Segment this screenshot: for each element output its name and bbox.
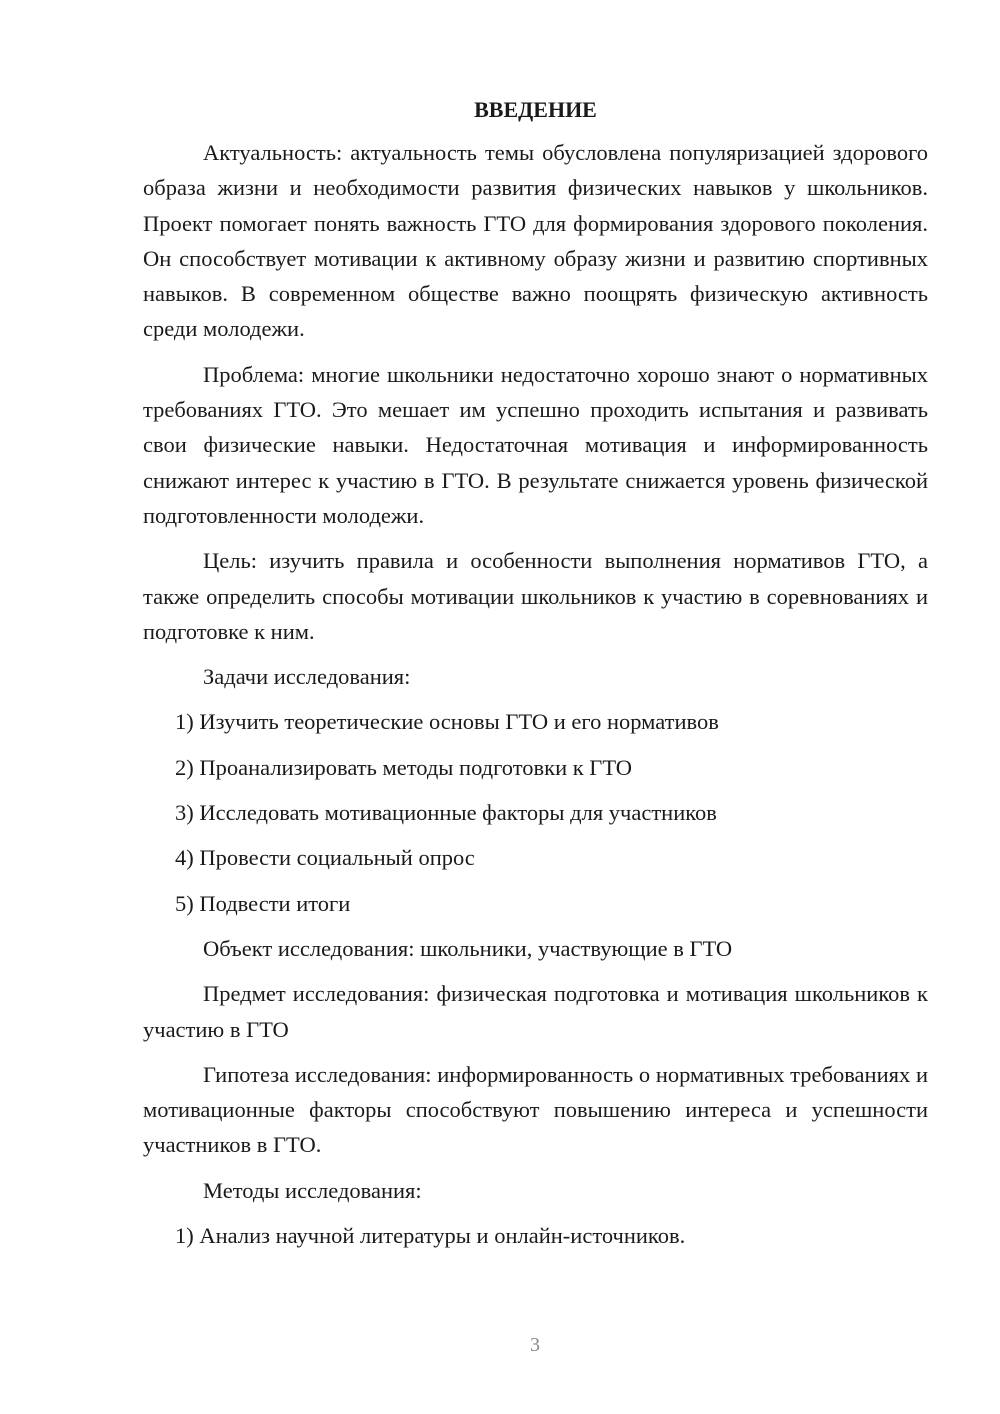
task-item: 1) Изучить теоретические основы ГТО и его нормативов — [175, 709, 719, 735]
page-title: ВВЕДЕНИЕ — [474, 97, 597, 122]
task-item: 5) Подвести итоги — [175, 890, 351, 916]
goal-paragraph: Цель: изучить правила и особенности выполнения нормативов ГТО, а также определить способы мотивации школьников к участию в соревнованиях и подготовке к ним. — [143, 548, 928, 644]
document-page — [143, 92, 928, 1263]
task-item: 3) Исследовать мотивационные факторы для участников — [175, 800, 717, 826]
page-number: 3 — [530, 1334, 540, 1356]
hypothesis-paragraph: Гипотеза исследования: информированность о нормативных требованиях и мотивационные факторы способствуют повышению интереса и успешности участников в ГТО. — [143, 1061, 928, 1158]
task-item: 4) Провести социальный опрос — [175, 845, 475, 871]
subject-paragraph: Предмет исследования: физическая подготовка и мотивация школьников к участию в ГТО — [143, 981, 928, 1042]
object-line: Объект исследования: школьники, участвующие в ГТО — [203, 935, 733, 961]
method-item: 1) Анализ научной литературы и онлайн-источников. — [175, 1223, 686, 1249]
problem-paragraph: Проблема: многие школьники недостаточно хорошо знают о нормативных требованиях ГТО. Это мешает им успешно проходить испытания и развивать свои физические навыки. Недостаточная мотивация и информированность снижают интерес к участию в ГТО. В результате снижается уровень физической подготовленности молодежи. — [143, 361, 928, 528]
relevance-paragraph: Актуальность: актуальность темы обусловлена популяризацией здорового образа жизни и необходимости развития физических навыков у школьников. Проект помогает понять важность ГТО для формирования здорового поколения. Он способствует мотивации к активному образу жизни и развитию спортивных навыков. В современном обществе важно поощрять физическую активность среди молодежи. — [143, 140, 928, 342]
task-item: 2) Проанализировать методы подготовки к ГТО — [175, 754, 633, 780]
methods-title: Методы исследования: — [203, 1177, 422, 1203]
tasks-title: Задачи исследования: — [203, 664, 411, 690]
